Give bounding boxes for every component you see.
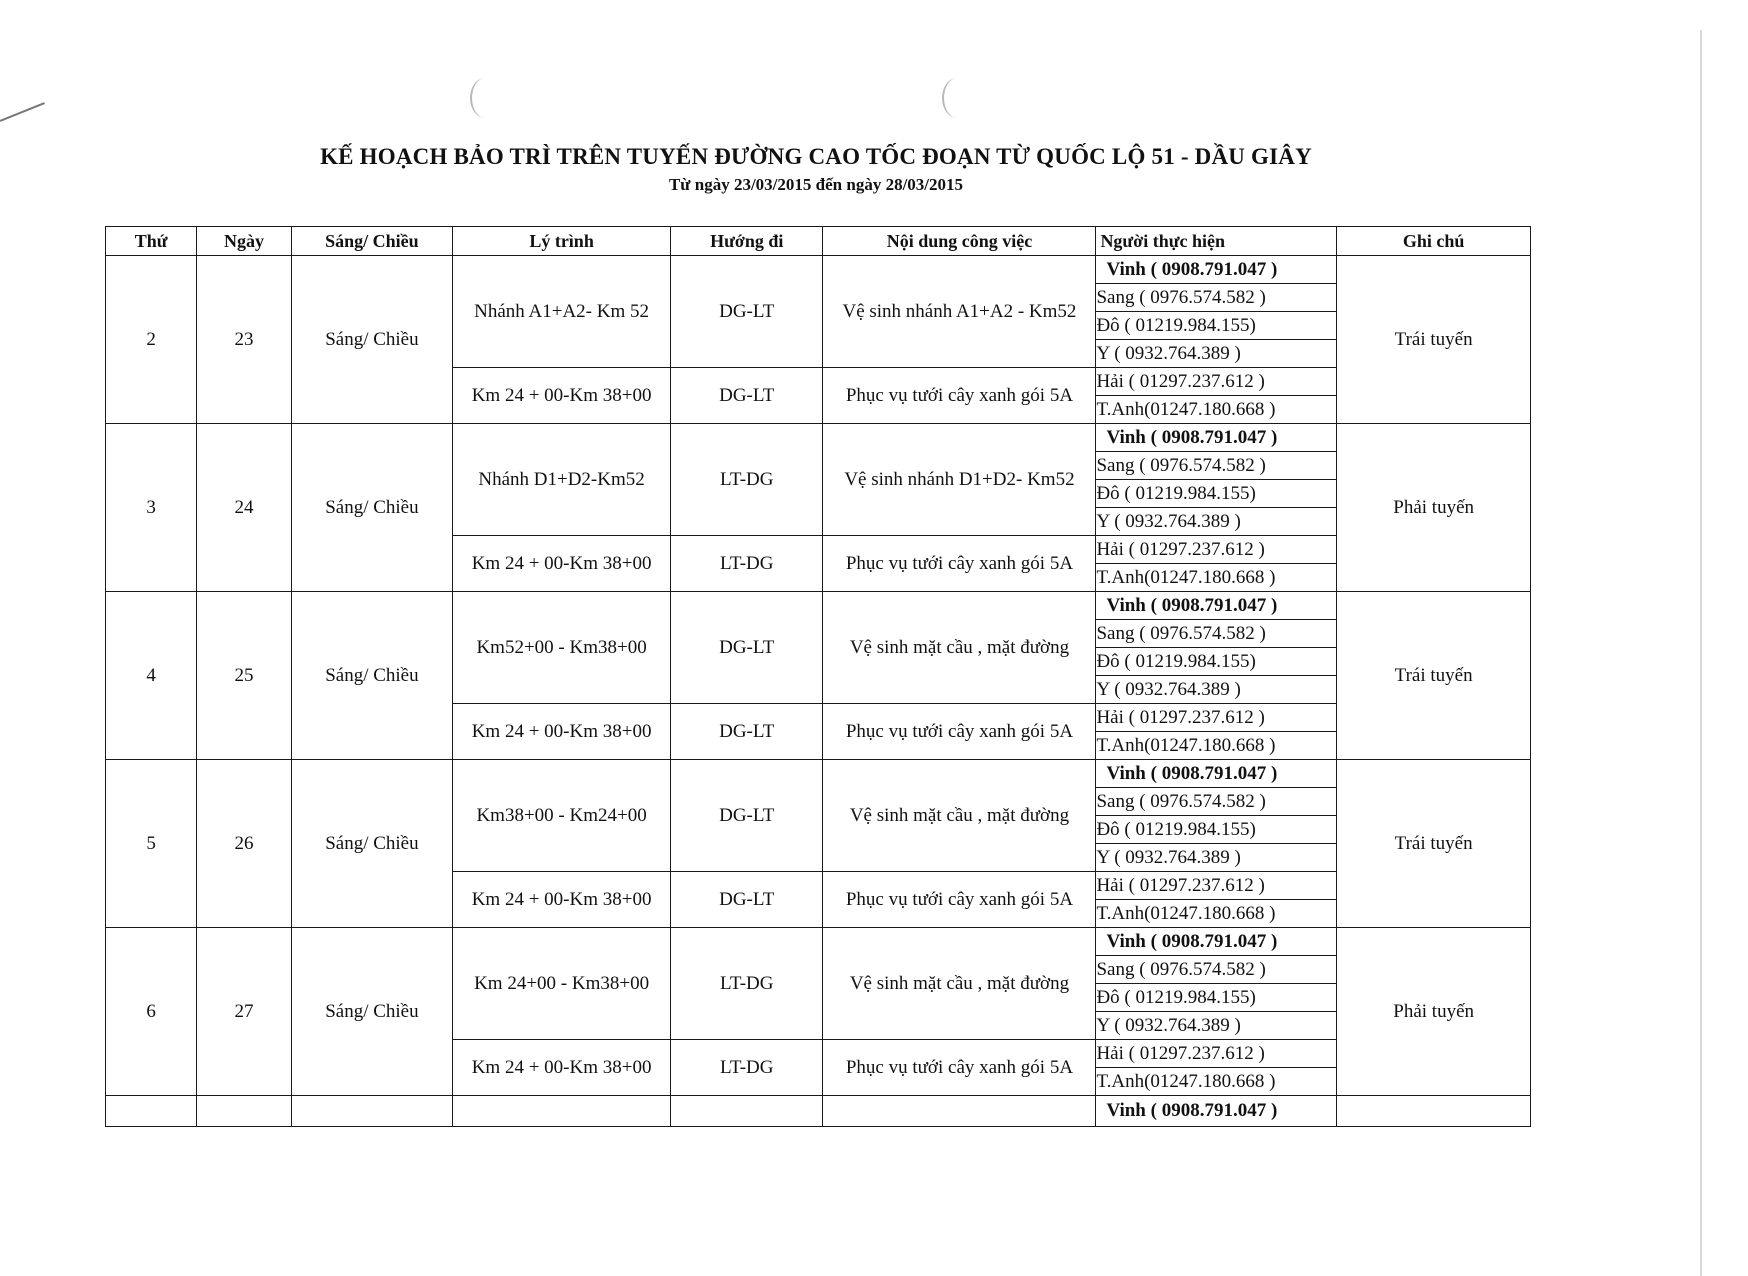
cell-nguoi-thuc-hien: Vinh ( 0908.791.047 ) [1096,760,1337,788]
cell-ghi-chu: Trái tuyến [1337,592,1531,760]
cell-nguoi-thuc-hien: Đô ( 01219.984.155) [1096,648,1337,676]
table-row [106,256,1531,284]
cell-empty [291,1096,453,1127]
scan-artifact-line [0,102,45,122]
page-edge [1700,30,1702,1276]
cell-ly-trinh: Nhánh D1+D2-Km52 [453,424,671,536]
cell-sang-chieu: Sáng/ Chiều [291,256,453,424]
cell-nguoi-thuc-hien: T.Anh(01247.180.668 ) [1096,900,1337,928]
cell-huong-di: DG-LT [670,592,823,704]
cell-huong-di: DG-LT [670,872,823,928]
cell-sang-chieu: Sáng/ Chiều [291,592,453,760]
cell-noi-dung: Vệ sinh nhánh A1+A2 - Km52 [823,256,1096,368]
cell-ngay: 27 [197,928,291,1096]
cell-ly-trinh: Km52+00 - Km38+00 [453,592,671,704]
cell-nguoi-thuc-hien: Hải ( 01297.237.612 ) [1096,368,1337,396]
cell-huong-di: DG-LT [670,256,823,368]
cell-ly-trinh: Km 24+00 - Km38+00 [453,928,671,1040]
table-row [106,760,1531,788]
cell-ghi-chu: Trái tuyến [1337,256,1531,424]
cell-ly-trinh: Km 24 + 00-Km 38+00 [453,704,671,760]
cell-empty [453,1096,671,1127]
cell-ly-trinh: Km 24 + 00-Km 38+00 [453,536,671,592]
table-row [106,592,1531,620]
cell-empty [823,1096,1096,1127]
cell-ghi-chu: Phải tuyến [1337,928,1531,1096]
cell-thu: 3 [106,424,197,592]
cell-thu: 4 [106,592,197,760]
cell-empty [197,1096,291,1127]
table-body [106,256,1531,1127]
cell-noi-dung: Vệ sinh mặt cầu , mặt đường [823,928,1096,1040]
header-thu: Thứ [106,227,197,256]
header-sang-chieu: Sáng/ Chiều [291,227,453,256]
cell-nguoi-thuc-hien: Đô ( 01219.984.155) [1096,312,1337,340]
cell-sang-chieu: Sáng/ Chiều [291,760,453,928]
cell-ngay: 26 [197,760,291,928]
cell-ly-trinh: Nhánh A1+A2- Km 52 [453,256,671,368]
header-noi-dung: Nội dung công việc [823,227,1096,256]
header-huong-di: Hướng đi [670,227,823,256]
cell-nguoi-thuc-hien: Đô ( 01219.984.155) [1096,816,1337,844]
cell-nguoi-thuc-hien: Hải ( 01297.237.612 ) [1096,536,1337,564]
cell-ngay: 24 [197,424,291,592]
punch-hole-mark [942,78,972,118]
cell-nguoi-thuc-hien: Sang ( 0976.574.582 ) [1096,452,1337,480]
cell-nguoi-thuc-hien: Y ( 0932.764.389 ) [1096,508,1337,536]
cell-nguoi-thuc-hien: Hải ( 01297.237.612 ) [1096,704,1337,732]
cell-noi-dung: Phục vụ tưới cây xanh gói 5A [823,536,1096,592]
cell-thu: 5 [106,760,197,928]
maintenance-schedule-table [105,226,1531,1127]
document-title: KẾ HOẠCH BẢO TRÌ TRÊN TUYẾN ĐƯỜNG CAO TỐC ĐOẠN TỪ QUỐC LỘ 51 - DẦU GIÂY [320,144,1312,169]
cell-nguoi-thuc-hien: Y ( 0932.764.389 ) [1096,676,1337,704]
cell-empty [670,1096,823,1127]
cell-nguoi-thuc-hien: Sang ( 0976.574.582 ) [1096,284,1337,312]
cell-ly-trinh: Km 24 + 00-Km 38+00 [453,368,671,424]
cell-huong-di: LT-DG [670,424,823,536]
table-header-row [106,227,1531,256]
cell-huong-di: LT-DG [670,1040,823,1096]
cell-sang-chieu: Sáng/ Chiều [291,424,453,592]
cell-nguoi-thuc-hien: Y ( 0932.764.389 ) [1096,844,1337,872]
cell-ghi-chu: Trái tuyến [1337,760,1531,928]
header-ly-trinh: Lý trình [453,227,671,256]
cell-noi-dung: Phục vụ tưới cây xanh gói 5A [823,1040,1096,1096]
header-ghi-chu: Ghi chú [1337,227,1531,256]
cell-ghi-chu: Phải tuyến [1337,424,1531,592]
cell-nguoi-thuc-hien: Hải ( 01297.237.612 ) [1096,1040,1337,1068]
cell-nguoi-thuc-hien: T.Anh(01247.180.668 ) [1096,396,1337,424]
cell-nguoi-thuc-hien: Y ( 0932.764.389 ) [1096,1012,1337,1040]
cell-ly-trinh: Km38+00 - Km24+00 [453,760,671,872]
cell-nguoi-thuc-hien: Đô ( 01219.984.155) [1096,480,1337,508]
cell-huong-di: LT-DG [670,536,823,592]
cell-huong-di: DG-LT [670,368,823,424]
header-nguoi-thuc-hien: Người thực hiện [1096,227,1337,256]
cell-noi-dung: Phục vụ tưới cây xanh gói 5A [823,368,1096,424]
table-row [106,424,1531,452]
table-row-partial [106,1096,1531,1127]
cell-nguoi-thuc-hien: Sang ( 0976.574.582 ) [1096,788,1337,816]
cell-empty [1337,1096,1531,1127]
header-ngay: Ngày [197,227,291,256]
cell-noi-dung: Vệ sinh mặt cầu , mặt đường [823,760,1096,872]
cell-ly-trinh: Km 24 + 00-Km 38+00 [453,1040,671,1096]
cell-nguoi-thuc-hien: Sang ( 0976.574.582 ) [1096,956,1337,984]
punch-hole-mark [470,78,500,118]
cell-nguoi-thuc-hien: Vinh ( 0908.791.047 ) [1096,256,1337,284]
document-subtitle: Từ ngày 23/03/2015 đến ngày 28/03/2015 [668,175,964,194]
cell-noi-dung: Phục vụ tưới cây xanh gói 5A [823,872,1096,928]
cell-nguoi-thuc-hien: Đô ( 01219.984.155) [1096,984,1337,1012]
table-row [106,928,1531,956]
cell-nguoi-thuc-hien: Hải ( 01297.237.612 ) [1096,872,1337,900]
cell-nguoi-thuc-hien: T.Anh(01247.180.668 ) [1096,732,1337,760]
cell-ly-trinh: Km 24 + 00-Km 38+00 [453,872,671,928]
cell-thu: 2 [106,256,197,424]
cell-huong-di: DG-LT [670,760,823,872]
cell-noi-dung: Vệ sinh mặt cầu , mặt đường [823,592,1096,704]
cell-sang-chieu: Sáng/ Chiều [291,928,453,1096]
cell-nguoi-thuc-hien: T.Anh(01247.180.668 ) [1096,564,1337,592]
cell-nguoi-thuc-hien: Vinh ( 0908.791.047 ) [1096,424,1337,452]
cell-nguoi-thuc-hien: Vinh ( 0908.791.047 ) [1096,928,1337,956]
cell-huong-di: DG-LT [670,704,823,760]
cell-ngay: 25 [197,592,291,760]
cell-ngay: 23 [197,256,291,424]
cell-nguoi-thuc-hien: T.Anh(01247.180.668 ) [1096,1068,1337,1096]
cell-nguoi-thuc-hien: Y ( 0932.764.389 ) [1096,340,1337,368]
cell-noi-dung: Phục vụ tưới cây xanh gói 5A [823,704,1096,760]
cell-nguoi-thuc-hien: Vinh ( 0908.791.047 ) [1096,592,1337,620]
cell-nguoi-thuc-hien: Sang ( 0976.574.582 ) [1096,620,1337,648]
cell-nguoi-thuc-hien: Vinh ( 0908.791.047 ) [1096,1096,1337,1127]
cell-noi-dung: Vệ sinh nhánh D1+D2- Km52 [823,424,1096,536]
cell-huong-di: LT-DG [670,928,823,1040]
cell-thu: 6 [106,928,197,1096]
cell-empty [106,1096,197,1127]
